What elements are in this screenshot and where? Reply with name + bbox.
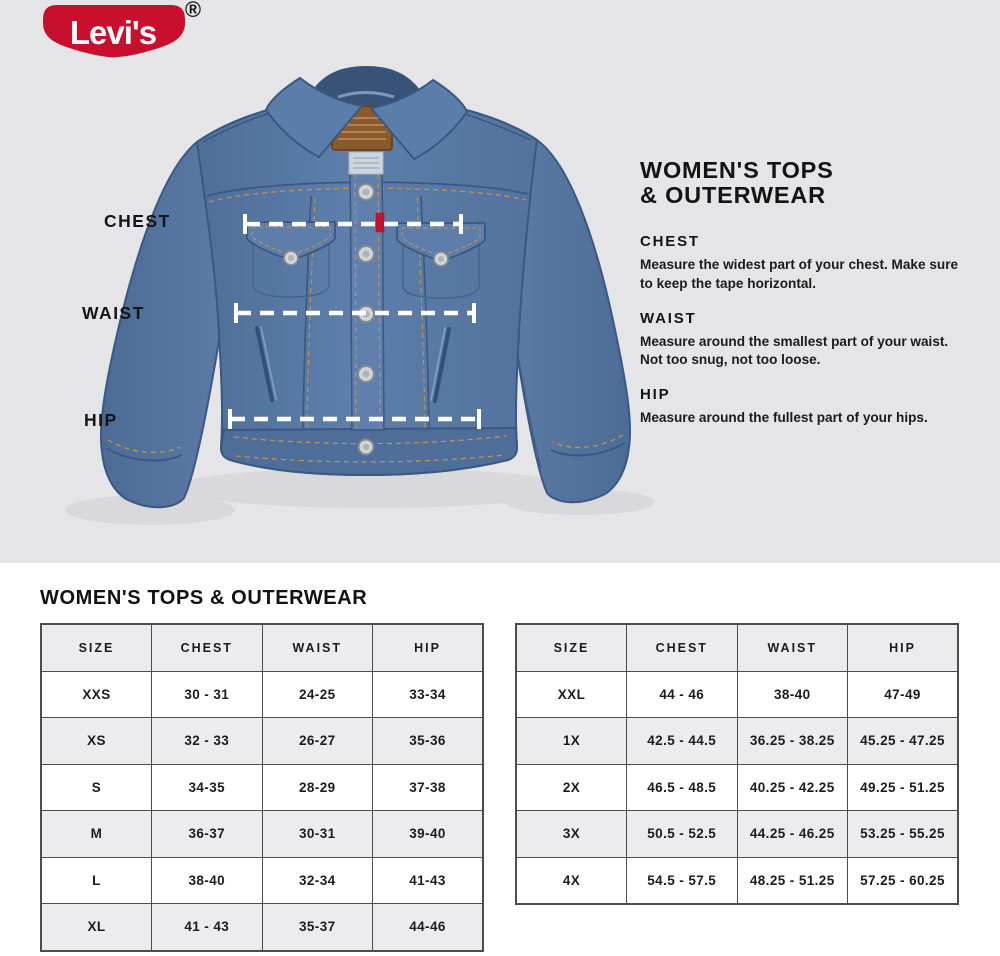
size-cell: 3X [516,811,627,858]
header-row [516,624,958,671]
size-cell: 35-36 [373,718,484,765]
size-cell: 57.25 - 60.25 [848,857,959,904]
size-cell: 46.5 - 48.5 [627,764,738,811]
info-title [640,158,962,207]
size-cell: 48.25 - 51.25 [737,857,848,904]
hip-info-section [640,386,962,427]
waist-info-section [640,310,962,369]
size-cell: 39-40 [373,811,484,858]
levis-wordmark: Levi's [69,14,157,51]
size-cell: 32 - 33 [152,718,263,765]
size-chart-title: WOMEN'S TOPS & OUTERWEAR [40,587,368,609]
waist-info-body: Measure around the smallest part of your waist. Not too snug, not too loose. [640,333,949,367]
size-row-xxs [41,671,483,718]
registered-mark: ® [184,0,202,22]
size-cell: 49.25 - 51.25 [848,764,959,811]
size-cell: 44-46 [373,904,484,951]
measure-info-panel [640,158,962,444]
size-cell: 32-34 [262,857,373,904]
size-cell: M [41,811,152,858]
size-row-2x [516,764,958,811]
size-cell: 37-38 [373,764,484,811]
column-header-hip: HIP [848,624,959,671]
chest-info-body: Measure the widest part of your chest. Make sure to keep the tape horizontal. [640,257,959,291]
column-header-waist: WAIST [737,624,848,671]
size-cell: XXL [516,671,627,718]
size-cell: 35-37 [262,904,373,951]
size-row-xs [41,718,483,765]
hip-info-heading: HIP [640,386,671,404]
chest-info-section [640,233,962,292]
waist-label: WAIST [82,303,145,323]
size-cell: S [41,764,152,811]
size-cell: 24-25 [262,671,373,718]
size-cell: 26-27 [262,718,373,765]
size-cell: 54.5 - 57.5 [627,857,738,904]
size-table-standard [40,623,484,952]
size-row-4x [516,857,958,904]
column-header-chest: CHEST [627,624,738,671]
size-cell: 2X [516,764,627,811]
size-cell: 44.25 - 46.25 [737,811,848,858]
info-title-line1: WOMEN'S TOPS [640,157,834,183]
size-row-m [41,811,483,858]
size-cell: 38-40 [737,671,848,718]
header-row [41,624,483,671]
info-title-line2: & OUTERWEAR [640,181,826,208]
size-cell: 45.25 - 47.25 [848,718,959,765]
size-cell: XXS [41,671,152,718]
size-row-l [41,857,483,904]
size-cell: 28-29 [262,764,373,811]
size-row-1x [516,718,958,765]
size-cell: L [41,857,152,904]
size-row-xl [41,904,483,951]
size-cell: XL [41,904,152,951]
size-cell: 53.25 - 55.25 [848,811,959,858]
waist-info-heading: WAIST [640,309,697,327]
hip-label: HIP [84,410,118,430]
size-row-s [41,764,483,811]
size-row-3x [516,811,958,858]
column-header-hip: HIP [373,624,484,671]
size-cell: 50.5 - 52.5 [627,811,738,858]
size-chart-section [0,563,1000,956]
size-cell: 4X [516,857,627,904]
chest-label: CHEST [104,211,171,231]
size-cell: XS [41,718,152,765]
levis-red-tab [376,213,384,232]
chest-info-heading: CHEST [640,233,700,251]
size-cell: 42.5 - 44.5 [627,718,738,765]
column-header-size: SIZE [516,624,627,671]
size-cell: 34-35 [152,764,263,811]
size-row-xxl [516,671,958,718]
size-cell: 38-40 [152,857,263,904]
size-cell: 33-34 [373,671,484,718]
column-header-chest: CHEST [152,624,263,671]
size-cell: 40.25 - 42.25 [737,764,848,811]
size-cell: 30-31 [262,811,373,858]
column-header-waist: WAIST [262,624,373,671]
size-table-extended [515,623,959,905]
size-cell: 1X [516,718,627,765]
size-tables [40,623,990,952]
size-cell: 47-49 [848,671,959,718]
size-cell: 36-37 [152,811,263,858]
size-cell: 41 - 43 [152,904,263,951]
size-cell: 36.25 - 38.25 [737,718,848,765]
size-cell: 44 - 46 [627,671,738,718]
column-header-size: SIZE [41,624,152,671]
size-cell: 41-43 [373,857,484,904]
size-cell: 30 - 31 [152,671,263,718]
hip-info-body: Measure around the fullest part of your hips. [640,410,928,426]
